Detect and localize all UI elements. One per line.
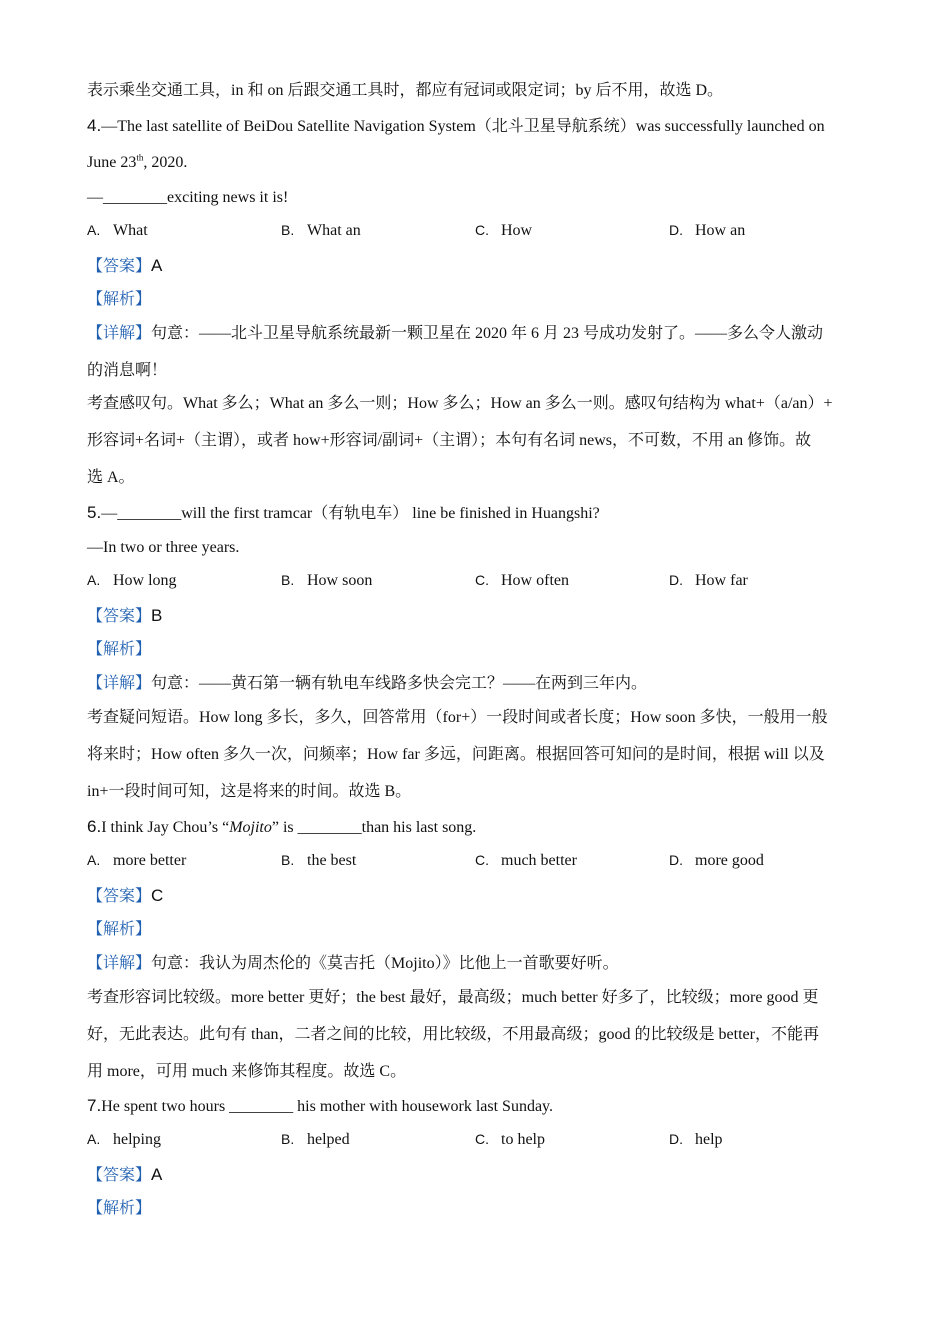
q6-options — [87, 852, 867, 872]
q4-stem-line1: 4.—The last satellite of BeiDou Satellite Navigation System（北斗卫星导航系统）was successfully launched on — [87, 116, 825, 135]
q5-stem-line1: 5.—________will the first tramcar（有轨电车） line be finished in Huangshi? — [87, 503, 600, 522]
q7-analysis-label: 【解析】 — [87, 1200, 152, 1217]
q4-number: 4. — [87, 116, 102, 135]
q6-detail-1: 【详解】句意：我认为周杰伦的《莫吉托（Mojito）》比他上一首歌要好听。 — [87, 955, 619, 972]
q4-options — [87, 222, 867, 242]
q5-option-c: C. How often — [475, 572, 569, 589]
q6-number: 6. — [87, 817, 102, 836]
answer-label: 【答案】 — [87, 258, 152, 275]
q7-number: 7. — [87, 1096, 102, 1115]
q5-analysis-label: 【解析】 — [87, 641, 152, 658]
q4-option-c: C. How — [475, 222, 533, 239]
q4-detail-5: 选 A。 — [87, 469, 135, 486]
q7-answer: 【答案】A — [87, 1165, 163, 1184]
q7-option-c: C. to help — [475, 1131, 545, 1148]
q6-option-a: A. more better — [87, 852, 187, 869]
q6-option-b: B. the best — [281, 852, 357, 869]
q7-stem-line1: 7.He spent two hours ________ his mother with housework last Sunday. — [87, 1096, 553, 1115]
q6-stem-line1: 6.I think Jay Chou’s “Mojito” is ________than his last song. — [87, 817, 477, 836]
q5-number: 5. — [87, 503, 102, 522]
q4-detail-2: 的消息啊！ — [87, 362, 168, 379]
q4-detail-1: 【详解】句意：——北斗卫星导航系统最新一颗卫星在 2020 年 6 月 23 号成功发射了。——多么令人激动 — [87, 325, 824, 342]
q5-answer: 【答案】B — [87, 606, 163, 625]
q6-option-c: C. much better — [475, 852, 577, 869]
q5-options — [87, 572, 867, 592]
q4-detail-3: 考查感叹句。What 多么；What an 多么一则；How 多么；How an 多么一则。感叹句结构为 what+（a/an）+ — [87, 395, 833, 412]
q5-option-d: D. How far — [669, 572, 748, 589]
detail-label: 【详解】 — [87, 325, 152, 342]
q4-option-b: B. What an — [281, 222, 361, 239]
q4-analysis-label: 【解析】 — [87, 291, 152, 308]
q4-answer: 【答案】A — [87, 256, 163, 275]
q7-option-d: D. help — [669, 1131, 723, 1148]
q4-stem-line3: —________exciting news it is! — [87, 189, 289, 206]
q5-option-b: B. How soon — [281, 572, 373, 589]
q4-stem-line2: June 23th, 2020. — [87, 152, 188, 171]
q5-option-a: A. How long — [87, 572, 177, 589]
q5-detail-4: in+一段时间可知，这是将来的时间。故选 B。 — [87, 783, 412, 800]
q6-detail-4: 用 more，可用 much 来修饰其程度。故选 C。 — [87, 1063, 407, 1080]
q6-option-d: D. more good — [669, 852, 764, 869]
q5-detail-3: 将来时；How often 多久一次，问频率；How far 多远，问距离。根据回答可知问的是时间，根据 will 以及 — [87, 746, 825, 763]
q7-option-b: B. helped — [281, 1131, 350, 1148]
q5-detail-2: 考查疑问短语。How long 多长，多久，回答常用（for+）一段时间或者长度；How soon 多快，一般用一般 — [87, 709, 828, 726]
q4-option-a: A. What — [87, 222, 148, 239]
q5-stem-line2: —In two or three years. — [87, 539, 240, 556]
q6-detail-2: 考查形容词比较级。more better 更好；the best 最好，最高级；much better 好多了，比较级；more good 更 — [87, 989, 819, 1006]
q6-analysis-label: 【解析】 — [87, 921, 152, 938]
q5-detail-1: 【详解】句意：——黄石第一辆有轨电车线路多快会完工？——在两到三年内。 — [87, 675, 648, 692]
q4-option-d: D. How an — [669, 222, 746, 239]
q7-option-a: A. helping — [87, 1131, 161, 1148]
q7-options — [87, 1131, 867, 1151]
intro-text: 表示乘坐交通工具，in 和 on 后跟交通工具时，都应有冠词或限定词；by 后不用，故选 D。 — [87, 82, 724, 99]
q4-detail-4: 形容词+名词+（主谓），或者 how+形容词/副词+（主谓）；本句有名词 news，不可数，不用 an 修饰。故 — [87, 432, 812, 449]
q6-answer: 【答案】C — [87, 886, 164, 905]
q6-detail-3: 好，无此表达。此句有 than，二者之间的比较，用比较级，不用最高级；good 的比较级是 better，不能再 — [87, 1026, 819, 1043]
